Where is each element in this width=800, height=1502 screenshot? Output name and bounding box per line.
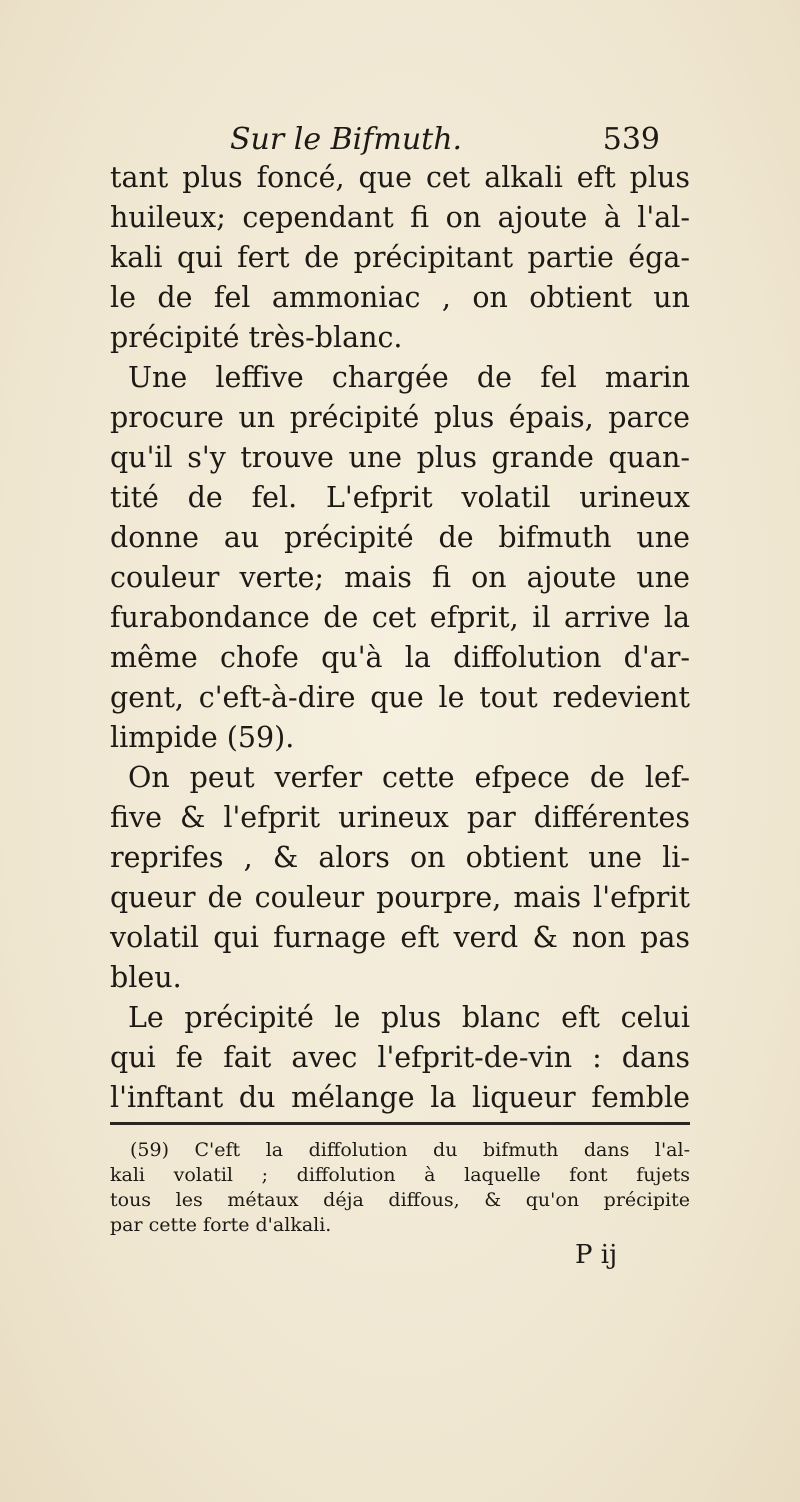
text-line: qui fe fait avec l'efprit-de-vin : dans [110, 1041, 690, 1074]
text-line: l'inftant du mélange la liqueur femble [110, 1081, 690, 1114]
footnote-rule [110, 1122, 690, 1125]
text-line: limpide (59). [110, 721, 295, 754]
signature-mark: P ij [575, 1240, 618, 1270]
footnote-line: tous les métaux déja diffous, & qu'on précipite [110, 1189, 690, 1211]
text-line: five & l'efprit urineux par différentes [110, 801, 690, 834]
text-line: qu'il s'y trouve une plus grande quan- [110, 441, 690, 474]
paragraph-start-line: On peut verfer cette efpece de lef- [128, 761, 690, 794]
text-line: kali qui fert de précipitant partie éga- [110, 241, 690, 274]
text-line: tité de fel. L'efprit volatil urineux [110, 481, 690, 514]
text-line: le de fel ammoniac , on obtient un [110, 281, 690, 314]
text-line: couleur verte; mais fi on ajoute une [110, 561, 690, 594]
text-line: donne au précipité de bifmuth une [110, 521, 690, 554]
text-line: même chofe qu'à la diffolution d'ar- [110, 641, 690, 674]
running-title: Sur le Bifmuth. [230, 122, 463, 157]
text-line: huileux; cependant fi on ajoute à l'al- [110, 201, 690, 234]
text-line: bleu. [110, 961, 182, 994]
text-line: queur de couleur pourpre, mais l'efprit [110, 881, 690, 914]
page-number: 539 [602, 122, 660, 157]
text-line: reprifes , & alors on obtient une li- [110, 841, 690, 874]
footnote-line: par cette forte d'alkali. [110, 1214, 332, 1236]
text-line: précipité très-blanc. [110, 321, 403, 354]
paragraph-start-line: Une leffive chargée de fel marin [128, 361, 690, 394]
text-line: procure un précipité plus épais, parce [110, 401, 690, 434]
text-line: volatil qui furnage eft verd & non pas [110, 921, 690, 954]
text-line: tant plus foncé, que cet alkali eft plus [110, 161, 690, 194]
footnote-line: kali volatil ; diffolution à laquelle font fujets [110, 1164, 690, 1186]
paragraph-start-line: Le précipité le plus blanc eft celui [128, 1001, 690, 1034]
text-line: gent, c'eft-à-dire que le tout redevient [110, 681, 690, 714]
footnote-line: (59) C'eft la diffolution du bifmuth dans l'al- [130, 1139, 690, 1161]
text-line: furabondance de cet efprit, il arrive la [110, 601, 690, 634]
